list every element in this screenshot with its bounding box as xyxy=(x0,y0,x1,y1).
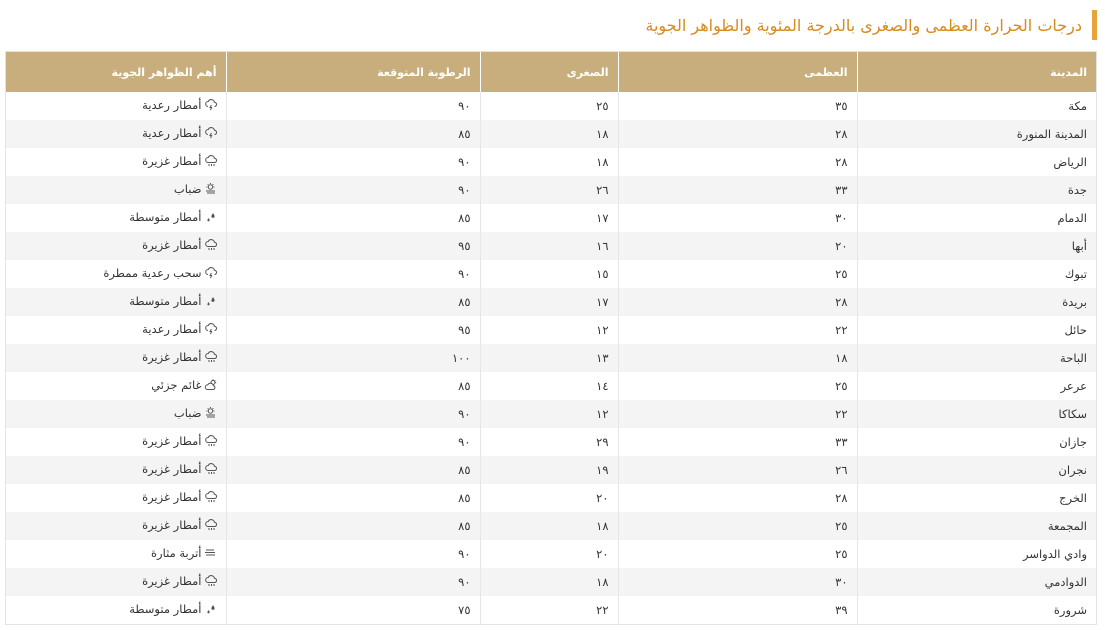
dust-icon xyxy=(204,546,217,559)
weather-cell xyxy=(6,120,226,148)
min-temp-cell: ١٧ xyxy=(480,204,618,232)
min-temp-cell: ١٢ xyxy=(480,400,618,428)
weather-phenomenon xyxy=(142,462,216,476)
thunder-rain-icon xyxy=(204,322,217,335)
min-temp-cell: ١٧ xyxy=(480,288,618,316)
heavy-rain-icon xyxy=(204,434,217,447)
city-cell: جدة xyxy=(857,176,1096,204)
min-temp-cell: ١٨ xyxy=(480,120,618,148)
humidity-cell: ٩٠ xyxy=(226,176,480,204)
table-row xyxy=(6,596,1096,624)
min-temp-cell: ١٤ xyxy=(480,372,618,400)
weather-cell xyxy=(6,148,226,176)
weather-phenomenon xyxy=(129,602,216,616)
weather-label: أمطار متوسطة xyxy=(129,601,202,616)
city-cell: الخرج xyxy=(857,484,1096,512)
min-temp-cell: ١٢ xyxy=(480,316,618,344)
table-row xyxy=(6,512,1096,540)
min-temp-cell: ١٨ xyxy=(480,568,618,596)
table-row xyxy=(6,540,1096,568)
weather-phenomenon xyxy=(129,210,216,224)
weather-label: سحب رعدية ممطرة xyxy=(103,265,202,280)
weather-phenomenon xyxy=(142,238,216,252)
weather-label: أمطار رعدية xyxy=(142,321,202,336)
table-row xyxy=(6,484,1096,512)
max-temp-cell: ٣٠ xyxy=(618,204,857,232)
weather-label: أمطار غزيرة xyxy=(142,517,202,532)
header-min: الصغرى xyxy=(480,52,618,92)
city-cell: الدوادمي xyxy=(857,568,1096,596)
weather-cell xyxy=(6,316,226,344)
min-temp-cell: ٢٠ xyxy=(480,484,618,512)
weather-phenomenon xyxy=(151,546,216,560)
weather-label: أمطار غزيرة xyxy=(142,237,202,252)
weather-cell xyxy=(6,232,226,260)
weather-label: غائم جزئي xyxy=(151,377,202,392)
header-max: العظمى xyxy=(618,52,857,92)
table-row xyxy=(6,288,1096,316)
min-temp-cell: ٢٢ xyxy=(480,596,618,624)
weather-cell xyxy=(6,372,226,400)
max-temp-cell: ٢٨ xyxy=(618,288,857,316)
weather-phenomenon xyxy=(142,154,216,168)
weather-phenomenon xyxy=(142,322,216,336)
city-cell: الدمام xyxy=(857,204,1096,232)
weather-cell xyxy=(6,176,226,204)
weather-label: أمطار غزيرة xyxy=(142,349,202,364)
heavy-rain-icon xyxy=(204,462,217,475)
thunder-rain-icon xyxy=(204,126,217,139)
min-temp-cell: ١٨ xyxy=(480,512,618,540)
table-row xyxy=(6,176,1096,204)
min-temp-cell: ٢٠ xyxy=(480,540,618,568)
city-cell: مكة xyxy=(857,92,1096,120)
city-cell: عرعر xyxy=(857,372,1096,400)
header-humidity: الرطوبة المتوقعة xyxy=(226,52,480,92)
humidity-cell: ٩٠ xyxy=(226,260,480,288)
city-cell: وادي الدواسر xyxy=(857,540,1096,568)
weather-cell xyxy=(6,344,226,372)
humidity-cell: ٩٥ xyxy=(226,316,480,344)
weather-label: ضباب xyxy=(173,405,202,420)
max-temp-cell: ٣٣ xyxy=(618,428,857,456)
min-temp-cell: ١٣ xyxy=(480,344,618,372)
max-temp-cell: ٢٨ xyxy=(618,484,857,512)
humidity-cell: ٨٥ xyxy=(226,288,480,316)
weather-cell xyxy=(6,92,226,120)
table-row xyxy=(6,344,1096,372)
weather-label: أمطار غزيرة xyxy=(142,573,202,588)
table-row xyxy=(6,120,1096,148)
max-temp-cell: ٢٢ xyxy=(618,316,857,344)
table-header xyxy=(6,52,1096,92)
fog-icon xyxy=(204,182,217,195)
heavy-rain-icon xyxy=(204,350,217,363)
city-cell: سكاكا xyxy=(857,400,1096,428)
humidity-cell: ٩٠ xyxy=(226,428,480,456)
page-title: درجات الحرارة العظمى والصغرى بالدرجة المئوية والظواهر الجوية xyxy=(645,15,1082,35)
weather-label: أمطار غزيرة xyxy=(142,489,202,504)
table-row xyxy=(6,428,1096,456)
weather-cell xyxy=(6,260,226,288)
weather-cell xyxy=(6,456,226,484)
moderate-rain-icon xyxy=(204,602,217,615)
table-row xyxy=(6,316,1096,344)
city-cell: جازان xyxy=(857,428,1096,456)
table-row xyxy=(6,400,1096,428)
weather-cell xyxy=(6,484,226,512)
table-row xyxy=(6,260,1096,288)
max-temp-cell: ٢٥ xyxy=(618,260,857,288)
header-row xyxy=(6,52,1096,92)
weather-label: ضباب xyxy=(173,181,202,196)
max-temp-cell: ٣٣ xyxy=(618,176,857,204)
max-temp-cell: ٢٦ xyxy=(618,456,857,484)
min-temp-cell: ١٩ xyxy=(480,456,618,484)
max-temp-cell: ٢٥ xyxy=(618,372,857,400)
humidity-cell: ٩٠ xyxy=(226,400,480,428)
weather-phenomenon xyxy=(142,434,216,448)
min-temp-cell: ٢٥ xyxy=(480,92,618,120)
weather-phenomenon xyxy=(129,294,216,308)
weather-cell xyxy=(6,512,226,540)
humidity-cell: ٨٥ xyxy=(226,120,480,148)
city-cell: شرورة xyxy=(857,596,1096,624)
moderate-rain-icon xyxy=(204,210,217,223)
weather-label: أمطار رعدية xyxy=(142,97,202,112)
table-row xyxy=(6,204,1096,232)
humidity-cell: ٨٥ xyxy=(226,372,480,400)
humidity-cell: ١٠٠ xyxy=(226,344,480,372)
min-temp-cell: ١٦ xyxy=(480,232,618,260)
table-row xyxy=(6,456,1096,484)
max-temp-cell: ٣٠ xyxy=(618,568,857,596)
humidity-cell: ٩٠ xyxy=(226,92,480,120)
weather-label: أمطار متوسطة xyxy=(129,293,202,308)
humidity-cell: ٨٥ xyxy=(226,512,480,540)
city-cell: المجمعة xyxy=(857,512,1096,540)
weather-table-container xyxy=(5,51,1097,625)
weather-phenomenon xyxy=(142,490,216,504)
max-temp-cell: ٢٨ xyxy=(618,120,857,148)
max-temp-cell: ٢٨ xyxy=(618,148,857,176)
weather-phenomenon xyxy=(142,98,216,112)
table-row xyxy=(6,232,1096,260)
weather-label: أمطار متوسطة xyxy=(129,209,202,224)
weather-label: أمطار غزيرة xyxy=(142,461,202,476)
weather-cell xyxy=(6,400,226,428)
heavy-rain-icon xyxy=(204,154,217,167)
partly-cloudy-icon xyxy=(204,378,217,391)
weather-phenomenon xyxy=(103,266,216,280)
city-cell: المدينة المنورة xyxy=(857,120,1096,148)
weather-label: أمطار غزيرة xyxy=(142,433,202,448)
weather-phenomenon xyxy=(142,126,216,140)
city-cell: تبوك xyxy=(857,260,1096,288)
max-temp-cell: ٢٠ xyxy=(618,232,857,260)
humidity-cell: ٨٥ xyxy=(226,484,480,512)
city-cell: أبها xyxy=(857,232,1096,260)
thunder-rain-icon xyxy=(204,266,217,279)
min-temp-cell: ١٥ xyxy=(480,260,618,288)
humidity-cell: ٨٥ xyxy=(226,456,480,484)
table-body xyxy=(6,92,1096,624)
weather-phenomenon xyxy=(174,406,217,420)
max-temp-cell: ٣٥ xyxy=(618,92,857,120)
page-title-bar xyxy=(645,10,1097,40)
heavy-rain-icon xyxy=(204,574,217,587)
humidity-cell: ٩٥ xyxy=(226,232,480,260)
heavy-rain-icon xyxy=(204,490,217,503)
humidity-cell: ٩٠ xyxy=(226,540,480,568)
moderate-rain-icon xyxy=(204,294,217,307)
table-row xyxy=(6,372,1096,400)
weather-phenomenon xyxy=(142,350,216,364)
max-temp-cell: ٣٩ xyxy=(618,596,857,624)
weather-label: أتربة مثارة xyxy=(151,545,202,560)
weather-cell xyxy=(6,204,226,232)
city-cell: نجران xyxy=(857,456,1096,484)
max-temp-cell: ٢٢ xyxy=(618,400,857,428)
weather-cell xyxy=(6,540,226,568)
min-temp-cell: ١٨ xyxy=(480,148,618,176)
city-cell: بريدة xyxy=(857,288,1096,316)
humidity-cell: ٩٠ xyxy=(226,148,480,176)
header-city: المدينة xyxy=(857,52,1096,92)
table-row xyxy=(6,92,1096,120)
table-row xyxy=(6,568,1096,596)
humidity-cell: ٩٠ xyxy=(226,568,480,596)
weather-cell xyxy=(6,568,226,596)
city-cell: حائل xyxy=(857,316,1096,344)
weather-label: أمطار رعدية xyxy=(142,125,202,140)
max-temp-cell: ٢٥ xyxy=(618,540,857,568)
weather-phenomenon xyxy=(142,574,216,588)
max-temp-cell: ٢٥ xyxy=(618,512,857,540)
heavy-rain-icon xyxy=(204,518,217,531)
max-temp-cell: ١٨ xyxy=(618,344,857,372)
weather-phenomenon xyxy=(142,518,216,532)
weather-label: أمطار غزيرة xyxy=(142,153,202,168)
weather-cell xyxy=(6,596,226,624)
thunder-rain-icon xyxy=(204,98,217,111)
weather-phenomenon xyxy=(151,378,216,392)
header-weather: أهم الظواهر الجوية xyxy=(6,52,226,92)
weather-phenomenon xyxy=(174,182,217,196)
min-temp-cell: ٢٦ xyxy=(480,176,618,204)
humidity-cell: ٨٥ xyxy=(226,204,480,232)
weather-cell xyxy=(6,288,226,316)
weather-table xyxy=(6,52,1096,624)
min-temp-cell: ٢٩ xyxy=(480,428,618,456)
weather-cell xyxy=(6,428,226,456)
table-row xyxy=(6,148,1096,176)
city-cell: الرياض xyxy=(857,148,1096,176)
humidity-cell: ٧٥ xyxy=(226,596,480,624)
heavy-rain-icon xyxy=(204,238,217,251)
fog-icon xyxy=(204,406,217,419)
city-cell: الباحة xyxy=(857,344,1096,372)
